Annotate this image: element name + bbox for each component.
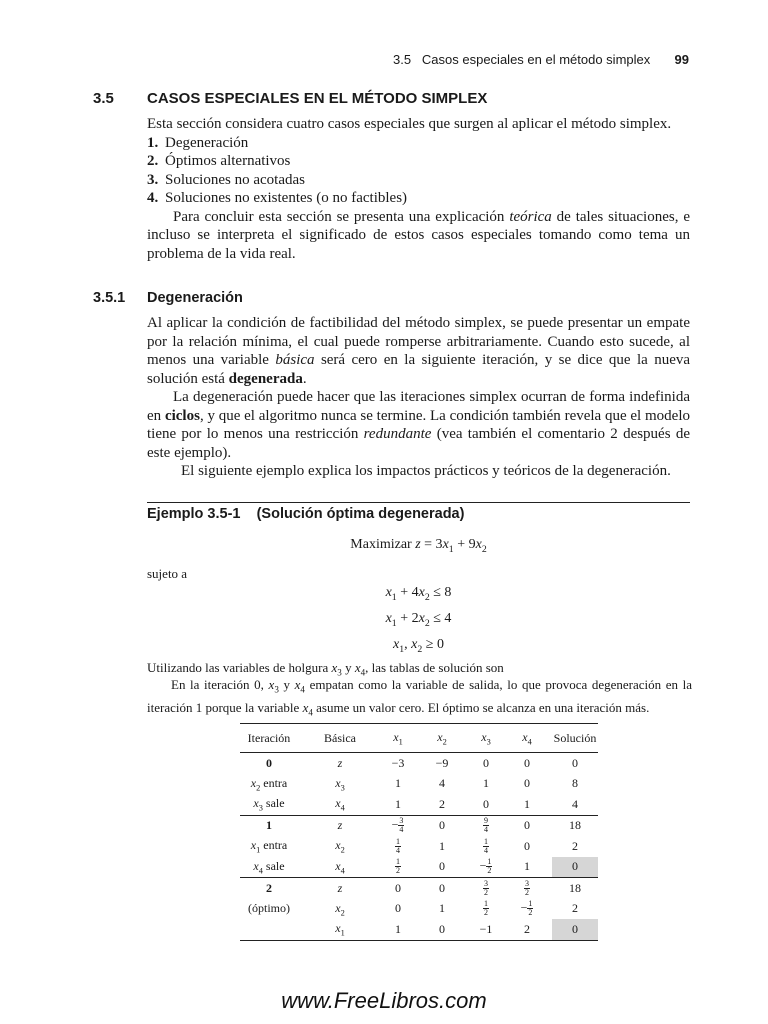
- table-cell: 1: [240, 815, 298, 836]
- table-cell: 2: [502, 919, 552, 940]
- constraint-2: $x_1 + 2x_2 \le 4$: [385, 611, 452, 629]
- table-cell: $\frac{1}{2}$: [484, 899, 488, 918]
- table-cell: $x_3$: [335, 775, 345, 792]
- table-cell: 0: [439, 859, 445, 874]
- table-cell: 1: [395, 776, 401, 791]
- table-row: [240, 878, 598, 899]
- table-row: [240, 836, 598, 857]
- table-cell: 4: [439, 776, 445, 791]
- table-row: [240, 919, 598, 940]
- table-cell: 0: [266, 755, 272, 770]
- page-number: 99: [674, 52, 689, 67]
- table-cell: $\frac{1}{4}$: [396, 836, 400, 855]
- table-cell: [240, 919, 298, 940]
- table-cell: 0: [572, 755, 578, 770]
- table-cell: 0: [414, 878, 470, 899]
- table-cell: − $\frac{1}{2}$: [520, 899, 533, 918]
- subsection-number: 3.5.1: [93, 290, 126, 306]
- table-cell: $x_1$ entra: [250, 838, 288, 855]
- table-cell: $x_1$: [298, 919, 382, 940]
- table-cell: $\frac{1}{2}$: [396, 857, 400, 876]
- table-row: [240, 857, 598, 878]
- section-heading: [93, 90, 488, 107]
- table-cell: 18: [552, 878, 598, 899]
- table-cell: $x_2$ entra: [250, 775, 288, 792]
- nonnegativity: $x_1$, $x_2 \ge 0$: [393, 637, 444, 655]
- list-item: 1. Degeneración: [147, 134, 249, 151]
- example-title: Ejemplo 3.5-1 (Solución óptima degenerada): [147, 506, 465, 522]
- paragraph: Al aplicar la condición de factibilidad del método simplex, se puede presentar un empate por la relación mínima, el cual puede romperse arbitrariamente. Cuando esto sucede, al menos una variable básica será cero en la siguiente iteración, y se dice que la nueva solución está degenerada.: [147, 315, 691, 387]
- table-cell: $\frac{9}{4}$: [470, 815, 502, 836]
- table-cell: − $\frac{1}{2}$: [479, 857, 492, 876]
- column-header: Iteración: [247, 730, 291, 745]
- column-header: $x_2$: [437, 729, 447, 747]
- column-header: $x_3$: [481, 729, 491, 747]
- table-cell: $\frac{1}{4}$: [484, 836, 488, 855]
- section-intro-block: [147, 115, 690, 263]
- table-cell: 1: [439, 901, 445, 916]
- table-cell: $\frac{3}{2}$: [502, 878, 552, 899]
- slack-intro: Utilizando las variables de holgura $x_3$ y $x_4$, las tablas de solución son: [147, 660, 504, 678]
- table-cell: 0: [552, 919, 598, 940]
- table-cell: −3: [391, 755, 405, 770]
- table-cell: 1: [524, 859, 530, 874]
- column-header: Básica: [324, 730, 356, 745]
- table-cell: 0: [524, 776, 530, 791]
- section-title: CASOS ESPECIALES EN EL MÉTODO SIMPLEX: [147, 90, 488, 107]
- example-rule: [147, 502, 690, 503]
- table-cell: 1: [439, 838, 445, 853]
- table-cell: $x_4$ sale: [253, 858, 285, 875]
- section-number: 3.5: [93, 90, 114, 107]
- table-cell: 1: [395, 796, 401, 811]
- table-cell: z: [298, 815, 382, 836]
- table-cell: $x_4$: [335, 796, 345, 813]
- table-cell: 0: [414, 815, 470, 836]
- table-cell: 2: [240, 878, 298, 899]
- table-cell: −1: [470, 919, 502, 940]
- table-cell: 0: [483, 755, 489, 770]
- list-item: 2. Óptimos alternativos: [147, 153, 291, 169]
- list-item: 3. Soluciones no acotadas: [147, 171, 305, 188]
- table-cell: 2: [572, 838, 578, 853]
- special-cases-list: [147, 134, 690, 208]
- table-cell: 0: [395, 901, 401, 916]
- table-cell: 2: [439, 796, 445, 811]
- table-cell: $x_2$: [335, 838, 345, 855]
- table-cell: 0: [552, 857, 598, 878]
- list-item: 4. Soluciones no existentes (o no factibles): [147, 190, 408, 206]
- constraint-1: $x_1 + 4x_2 \le 8$: [385, 585, 452, 603]
- table-cell: z: [298, 878, 382, 899]
- table-cell: 0: [414, 919, 470, 940]
- table-row: [240, 774, 598, 795]
- table-cell: −9: [435, 755, 449, 770]
- table-cell: 1: [382, 919, 414, 940]
- subject-to-label: sujeto a: [147, 566, 188, 581]
- column-header: Solución: [553, 730, 597, 745]
- table-cell: 18: [552, 815, 598, 836]
- table-cell: $\frac{3}{2}$: [470, 878, 502, 899]
- table-cell: 0: [524, 838, 530, 853]
- running-title: 3.5 Casos especiales en el método simplex: [393, 52, 651, 67]
- watermark: www.FreeLibros.com: [281, 988, 487, 1013]
- paragraph: El siguiente ejemplo explica los impactos prácticos y teóricos de la degeneración.: [181, 463, 671, 479]
- table-cell: 8: [572, 776, 578, 791]
- column-header: $x_1$: [393, 729, 403, 747]
- table-cell: 0: [524, 755, 530, 770]
- objective-function: Maximizar $z = 3x_1 + 9x_2$: [350, 537, 487, 555]
- table-cell: (óptimo): [248, 901, 290, 916]
- table-cell: $x_2$: [335, 900, 345, 917]
- degeneracy-note: En la iteración 0, $x_3$ y $x_4$ empatan como la variable de salida, lo que provoca degeneración en la iteración 1 porque la variable $x_4$ asume un valor cero. El óptimo se alcanza en una iteración más.: [147, 677, 693, 718]
- table-cell: $x_3$ sale: [253, 796, 285, 813]
- table-cell: − $\frac{3}{4}$: [382, 815, 414, 836]
- table-header-row: [240, 724, 598, 753]
- table-row: [240, 794, 598, 815]
- column-header: $x_4$: [522, 729, 532, 747]
- table-cell: 4: [572, 796, 578, 811]
- table-cell: 0: [382, 878, 414, 899]
- subsection-heading: [93, 290, 243, 306]
- table-cell: $x_4$: [335, 858, 345, 875]
- table-cell: 1: [524, 796, 530, 811]
- table-row: [240, 899, 598, 920]
- table-row: [240, 815, 598, 836]
- table-cell: 0: [483, 796, 489, 811]
- table-cell: z: [337, 755, 343, 770]
- table-cell: 1: [483, 776, 489, 791]
- paragraph: La degeneración puede hacer que las iteraciones simplex ocurran de forma indefinida en ciclos, y que el algoritmo nunca se termine. La condición también revela que el modelo tiene por lo menos una restricción redundante (vea también el comentario 2 después de este ejemplo).: [147, 389, 690, 461]
- subsection-body: [147, 314, 690, 481]
- section-paragraph: Para concluir esta sección se presenta una explicación teórica de tales situaciones, e incluso se interpreta el significado de estos casos especiales tomando como tema un problema de la vida real.: [147, 208, 690, 262]
- section-intro: Esta sección considera cuatro casos especiales que surgen al aplicar el método simplex.: [147, 116, 672, 132]
- table-cell: 0: [502, 815, 552, 836]
- table-cell: 2: [572, 901, 578, 916]
- running-header: [393, 52, 693, 67]
- table-row: [240, 753, 598, 774]
- subsection-title: Degeneración: [147, 290, 243, 306]
- simplex-tableau: [240, 723, 598, 941]
